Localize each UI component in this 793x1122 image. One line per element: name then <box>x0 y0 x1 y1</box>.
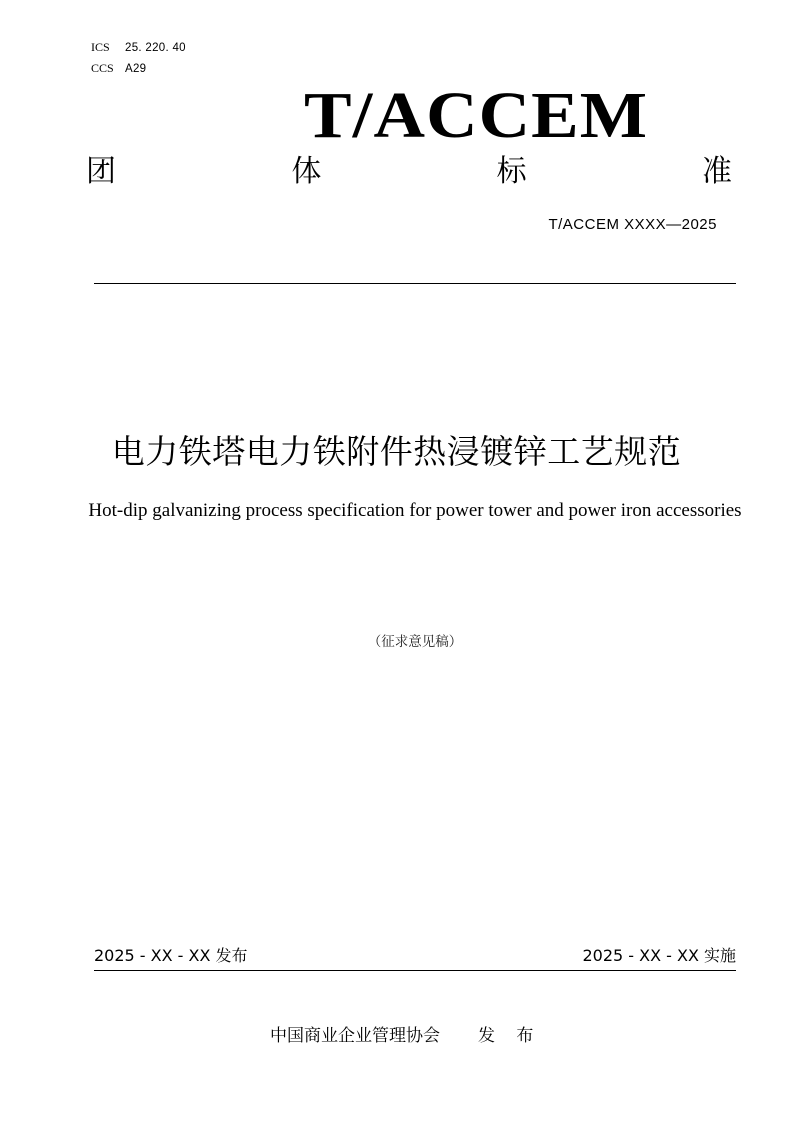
publisher-line <box>270 1024 541 1048</box>
standard-type-char: 标 <box>496 154 527 189</box>
organization-logo-text: T/ACCEM <box>304 79 649 152</box>
draft-status: （征求意见稿） <box>367 634 463 650</box>
standard-type-char: 体 <box>291 154 322 189</box>
standard-type-char: 团 <box>86 154 116 189</box>
document-title-english: Hot-dip galvanizing process specification for power tower and power iron accessories <box>88 500 742 521</box>
standard-type-heading <box>86 152 732 192</box>
footer-divider <box>94 970 736 971</box>
implement-date: 2025 - XX - XX 实施 <box>582 946 736 965</box>
publish-date: 2025 - XX - XX 发布 <box>94 946 248 965</box>
ics-line <box>91 40 186 55</box>
ccs-line <box>91 61 146 76</box>
ics-value: 25. 220. 40 <box>125 42 186 54</box>
document-number: T/ACCEM XXXX—2025 <box>548 216 717 233</box>
header-divider <box>94 283 736 284</box>
publish-action: 发 布 <box>478 1026 542 1046</box>
publisher-name: 中国商业企业管理协会 <box>270 1026 440 1046</box>
ics-label: ICS <box>91 40 110 54</box>
ccs-label: CCS <box>91 61 114 75</box>
standard-type-char: 准 <box>701 154 732 189</box>
ccs-value: A29 <box>125 63 147 75</box>
document-title-chinese: 电力铁塔电力铁附件热浸镀锌工艺规范 <box>111 432 682 471</box>
